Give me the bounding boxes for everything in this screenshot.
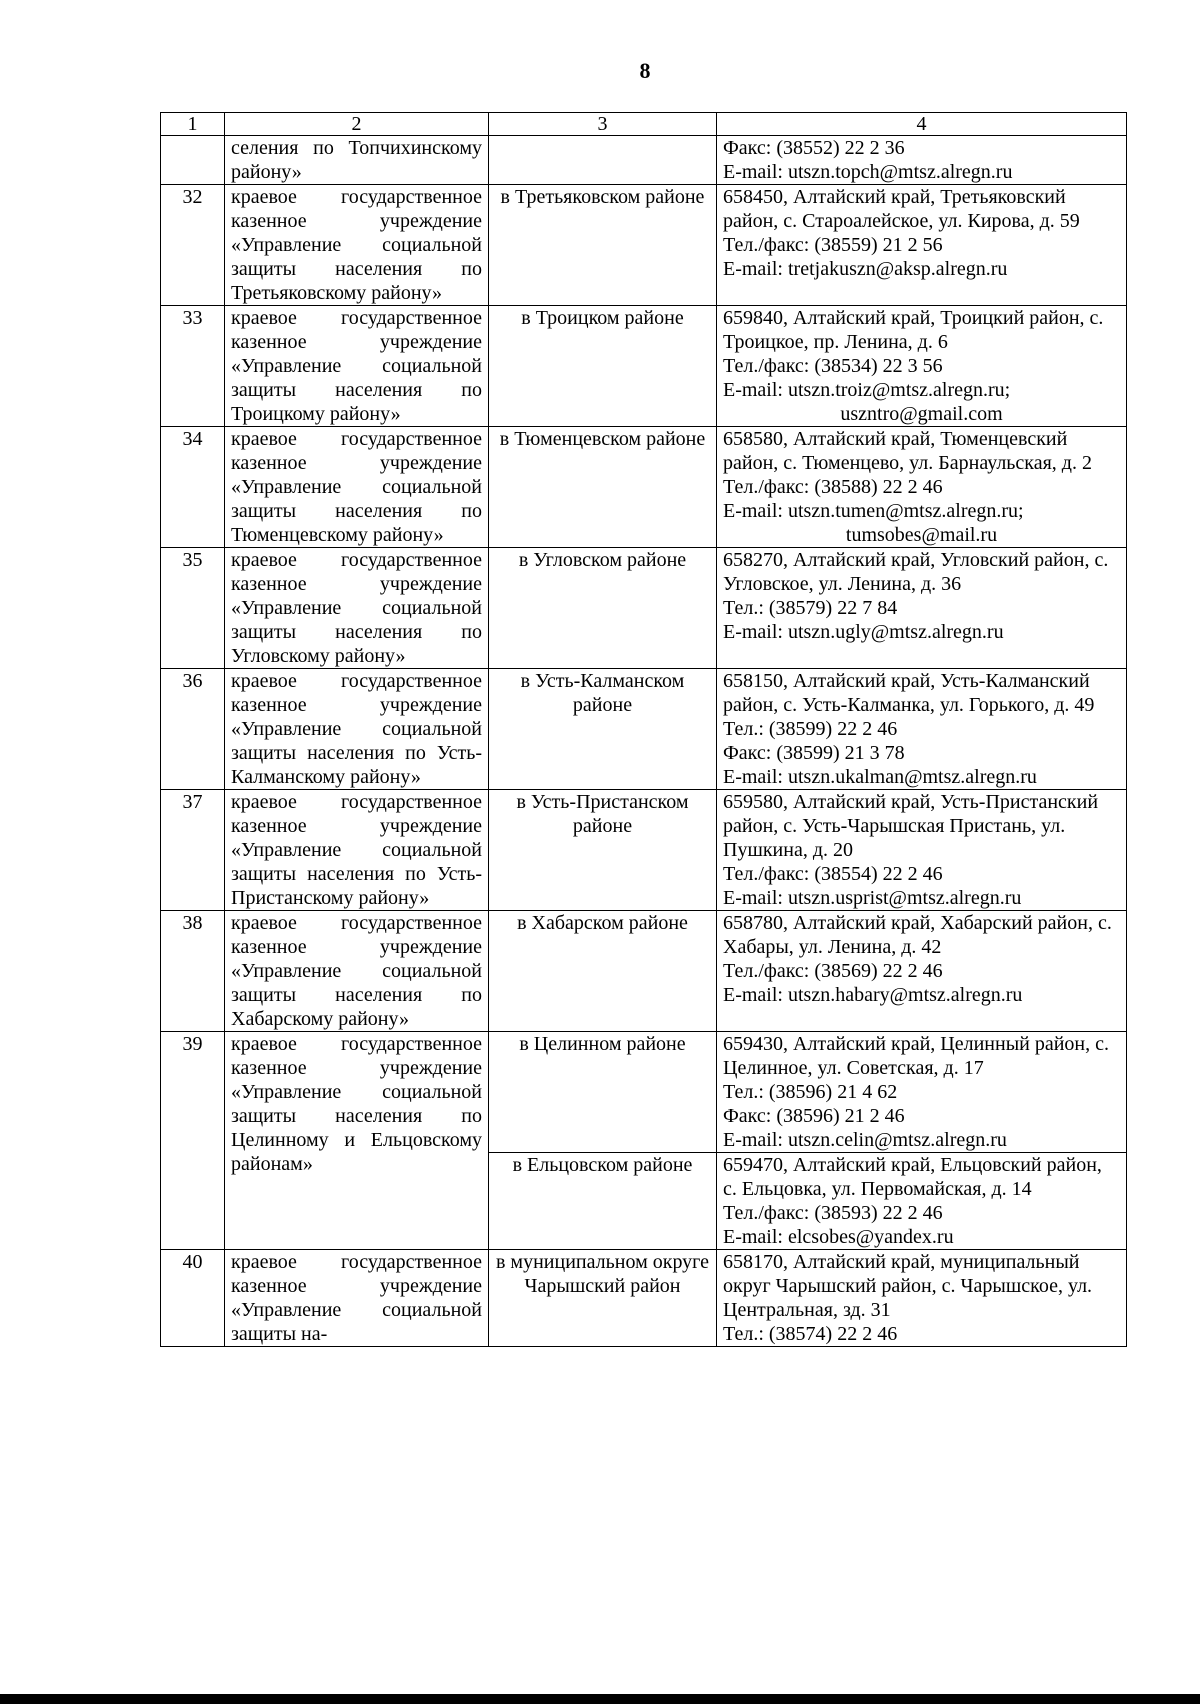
- contact-line: 659430, Алтайский край, Целинный район, с. Целинное, ул. Советская, д. 17: [723, 1033, 1109, 1079]
- contact-line: 658780, Алтайский край, Хабарский район, с. Хабары, ул. Ленина, д. 42: [723, 912, 1112, 958]
- table-row: [161, 136, 1127, 185]
- contact-line: Тел./факс: (38588) 22 2 46: [723, 476, 943, 498]
- contact-details: [717, 427, 1127, 548]
- contact-line: 658270, Алтайский край, Угловский район, с. Угловское, ул. Ленина, д. 36: [723, 549, 1109, 595]
- service-area: в Хабарском районе: [489, 911, 717, 1032]
- institution-name: краевое государственное казенное учреждение «Управление социальной защиты населения по Тюменцевскому району»: [225, 427, 489, 548]
- row-number: 38: [161, 911, 225, 1032]
- contact-line: Тел./факс: (38593) 22 2 46: [723, 1202, 943, 1224]
- service-area: [489, 136, 717, 185]
- institution-name: краевое государственное казенное учреждение «Управление социальной защиты на-: [225, 1250, 489, 1347]
- contact-line: E-mail: utszn.usprist@mtsz.alregn.ru: [723, 887, 1022, 909]
- table-row: [161, 548, 1127, 669]
- contact-details: [717, 185, 1127, 306]
- row-number: 36: [161, 669, 225, 790]
- contact-line: 659580, Алтайский край, Усть-Пристанский район, с. Усть-Чарышская Пристань, ул. Пушкина, д. 20: [723, 791, 1099, 861]
- institution-name: краевое государственное казенное учреждение «Управление социальной защиты населения по Хабарскому району»: [225, 911, 489, 1032]
- contact-line: Тел.: (38574) 22 2 46: [723, 1323, 898, 1345]
- contact-line: 658150, Алтайский край, Усть-Калманский район, с. Усть-Калманка, ул. Горького, д. 49: [723, 670, 1095, 716]
- institution-name: краевое государственное казенное учреждение «Управление социальной защиты населения по Целинному и Ельцовскому районам»: [225, 1032, 489, 1250]
- table-row: [161, 1250, 1127, 1347]
- row-number: 35: [161, 548, 225, 669]
- contact-line: 658580, Алтайский край, Тюменцевский район, с. Тюменцево, ул. Барнаульская, д. 2: [723, 428, 1092, 474]
- service-area: в Угловском районе: [489, 548, 717, 669]
- table-row: [161, 1032, 1127, 1153]
- scan-edge-bar: [0, 1694, 1200, 1704]
- contact-line: Тел./факс: (38569) 22 2 46: [723, 960, 943, 982]
- contact-line-email-alt: uszntro@gmail.com: [840, 403, 1003, 425]
- contact-details: [717, 790, 1127, 911]
- service-area: в Третьяковском районе: [489, 185, 717, 306]
- service-area: в Усть-Пристанском районе: [489, 790, 717, 911]
- row-number: 39: [161, 1032, 225, 1250]
- contact-line: E-mail: utszn.ugly@mtsz.alregn.ru: [723, 621, 1004, 643]
- contact-line: 659470, Алтайский край, Ельцовский район, с. Ельцовка, ул. Первомайская, д. 14: [723, 1154, 1102, 1200]
- row-number: 33: [161, 306, 225, 427]
- institution-name: селения по Топчихинскому району»: [225, 136, 489, 185]
- contact-details: [717, 669, 1127, 790]
- institution-name: краевое государственное казенное учреждение «Управление социальной защиты населения по Третьяковскому району»: [225, 185, 489, 306]
- contact-line: E-mail: utszn.ukalman@mtsz.alregn.ru: [723, 766, 1037, 788]
- contact-line: E-mail: utszn.habary@mtsz.alregn.ru: [723, 984, 1023, 1006]
- contact-line: Тел./факс: (38554) 22 2 46: [723, 863, 943, 885]
- service-area: в Тюменцевском районе: [489, 427, 717, 548]
- contact-line: Тел./факс: (38559) 21 2 56: [723, 234, 943, 256]
- contact-line-email-alt: tumsobes@mail.ru: [845, 524, 998, 546]
- institution-name: краевое государственное казенное учреждение «Управление социальной защиты населения по Усть-Пристанскому району»: [225, 790, 489, 911]
- contact-line: E-mail: utszn.troiz@mtsz.alregn.ru;: [723, 379, 1011, 401]
- contact-details: [717, 136, 1127, 185]
- table-row: [161, 669, 1127, 790]
- contact-line: 658450, Алтайский край, Третьяковский район, с. Староалейское, ул. Кирова, д. 59: [723, 186, 1080, 232]
- contact-line: 658170, Алтайский край, муниципальный округ Чарышский район, с. Чарышское, ул. Центральная, зд. 31: [723, 1251, 1093, 1321]
- service-area: в Троицком районе: [489, 306, 717, 427]
- contact-line: Тел.: (38599) 22 2 46: [723, 718, 898, 740]
- table-row: [161, 911, 1127, 1032]
- column-header: 3: [489, 113, 717, 136]
- contact-line: Факс: (38596) 21 2 46: [723, 1105, 905, 1127]
- page-number: 8: [639, 58, 651, 83]
- table-row: [161, 790, 1127, 911]
- institution-name: краевое государственное казенное учреждение «Управление социальной защиты населения по Усть-Калманскому району»: [225, 669, 489, 790]
- contact-line: E-mail: utszn.topch@mtsz.alregn.ru: [723, 161, 1013, 183]
- contact-line: Тел.: (38579) 22 7 84: [723, 597, 898, 619]
- contact-line: E-mail: utszn.celin@mtsz.alregn.ru: [723, 1129, 1007, 1151]
- institutions-table: [160, 112, 1127, 1347]
- table-header-row: [161, 113, 1127, 136]
- column-header: 2: [225, 113, 489, 136]
- contact-details: [717, 306, 1127, 427]
- contact-line: E-mail: elcsobes@yandex.ru: [723, 1226, 954, 1248]
- row-number: [161, 136, 225, 185]
- table-row: [161, 427, 1127, 548]
- contact-details: [717, 911, 1127, 1032]
- contact-line: Факс: (38599) 21 3 78: [723, 742, 905, 764]
- service-area: в Целинном районе: [489, 1032, 717, 1153]
- service-area: в Ельцовском районе: [489, 1153, 717, 1250]
- contact-line: 659840, Алтайский край, Троицкий район, с. Троицкое, пр. Ленина, д. 6: [723, 307, 1104, 353]
- contact-details: [717, 548, 1127, 669]
- column-header: 4: [717, 113, 1127, 136]
- contact-line: Тел./факс: (38534) 22 3 56: [723, 355, 943, 377]
- row-number: 34: [161, 427, 225, 548]
- contact-line: Факс: (38552) 22 2 36: [723, 137, 905, 159]
- row-number: 32: [161, 185, 225, 306]
- institution-name: краевое государственное казенное учреждение «Управление социальной защиты населения по Троицкому району»: [225, 306, 489, 427]
- contact-details: [717, 1153, 1127, 1250]
- table-body: [161, 136, 1127, 1347]
- contact-details: [717, 1032, 1127, 1153]
- contact-line: E-mail: tretjakuszn@aksp.alregn.ru: [723, 258, 1008, 280]
- table-row: [161, 185, 1127, 306]
- table-row: [161, 306, 1127, 427]
- column-header: 1: [161, 113, 225, 136]
- institution-name: краевое государственное казенное учреждение «Управление социальной защиты населения по Угловскому району»: [225, 548, 489, 669]
- contact-details: [717, 1250, 1127, 1347]
- row-number: 40: [161, 1250, 225, 1347]
- contact-line: E-mail: utszn.tumen@mtsz.alregn.ru;: [723, 500, 1024, 522]
- service-area: в муниципальном округе Чарышский район: [489, 1250, 717, 1347]
- contact-line: Тел.: (38596) 21 4 62: [723, 1081, 898, 1103]
- row-number: 37: [161, 790, 225, 911]
- service-area: в Усть-Калманском районе: [489, 669, 717, 790]
